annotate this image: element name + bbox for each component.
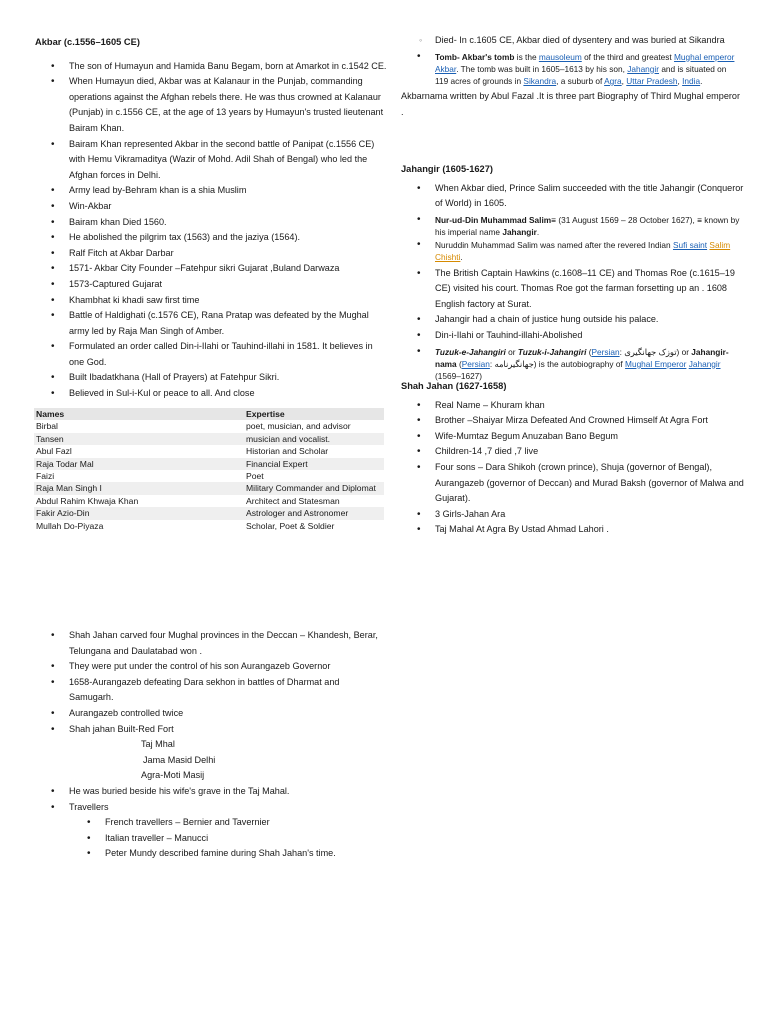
table-cell: Financial Expert bbox=[244, 458, 384, 470]
shahjahan-continued-points bbox=[35, 628, 380, 737]
list-item: • Four sons – Dara Shikoh (crown prince), Shuja (governor of Bengal), Aurangazeb (governor of Deccan) and Murad Baksh (governor of Malwa and Gujarat). bbox=[401, 460, 746, 507]
sufi-saint-link[interactable]: Sufi saint bbox=[672, 240, 708, 251]
uttar-pradesh-link[interactable]: Uttar Pradesh bbox=[626, 76, 678, 86]
text-run: : جهانگیرنامه) is the autobiography of bbox=[489, 358, 626, 369]
text-run: . bbox=[700, 76, 703, 86]
mughal-emperor-link[interactable]: Mughal Emperor bbox=[625, 358, 687, 369]
table-cell: Poet bbox=[246, 471, 264, 482]
list-item: • Ralf Fitch at Akbar Darbar bbox=[35, 246, 390, 262]
table-header-names: Names bbox=[34, 408, 244, 420]
shahjahan-continued-points-2 bbox=[35, 784, 380, 862]
table-cell: poet, musician, and advisor bbox=[246, 421, 351, 432]
text-run: . The tomb was built in 1605–1613 by his son, bbox=[456, 63, 628, 74]
list-item: • Jahangir had a chain of justice hung outside his palace. bbox=[401, 312, 746, 328]
text-run: , bbox=[677, 76, 683, 86]
list-item: • Khambhat ki khadi saw first time bbox=[35, 293, 390, 309]
text-run: , a suburb of bbox=[556, 76, 605, 86]
table-row bbox=[34, 420, 384, 432]
jahangir-link[interactable]: Jahangir bbox=[688, 358, 721, 369]
jahangir-link[interactable]: Jahangir bbox=[627, 63, 660, 74]
sikandra-link[interactable]: Sikandra bbox=[523, 76, 557, 86]
text-bold-italic: Tuzuk-i-Jahangiri bbox=[517, 346, 587, 357]
list-item: • Travellers bbox=[35, 800, 380, 816]
akbar-continued-section bbox=[401, 33, 741, 120]
text-run: or bbox=[505, 346, 518, 357]
table-row bbox=[34, 495, 384, 507]
table-cell: Raja Todar Mal bbox=[34, 458, 244, 470]
text-bold: Jahangir-nama bbox=[435, 346, 729, 369]
list-item: • He was buried beside his wife's grave in the Taj Mahal. bbox=[35, 784, 380, 800]
table-cell: Tansen bbox=[34, 433, 244, 445]
text-run: of the third and greatest bbox=[581, 51, 675, 62]
list-item: • Taj Mahal At Agra By Ustad Ahmad Lahori . bbox=[401, 522, 746, 538]
table-header-row bbox=[34, 408, 384, 420]
list-item: • When Akbar died, Prince Salim succeeded with the title Jahangir (Conqueror of World) in 1605. bbox=[401, 181, 746, 212]
list-item: • 1658-Aurangazeb defeating Dara sekhon in battles of Dharmat and Samugarh. bbox=[35, 675, 380, 706]
shahjahan-section bbox=[401, 379, 746, 538]
table-cell: Military Commander and Diplomat bbox=[244, 482, 384, 494]
agra-link[interactable]: Agra bbox=[604, 76, 622, 86]
table-cell: Birbal bbox=[36, 421, 58, 432]
shahjahan-points bbox=[401, 398, 746, 538]
traveller-item: • French travellers – Bernier and Tavernier bbox=[35, 815, 380, 831]
akbarnama-paragraph: Akbarnama written by Abul Fazal .It is three part Biography of Third Mughal emperor . bbox=[401, 91, 740, 117]
table-cell: Faizi bbox=[36, 471, 55, 482]
akbar-section bbox=[35, 35, 390, 402]
list-item: • Children-14 ,7 died ,7 live bbox=[401, 444, 746, 460]
list-item: • Believed in Sul-i-Kul or peace to all. And close bbox=[35, 386, 390, 402]
table-row bbox=[34, 507, 384, 519]
list-item: • Formulated an order called Din-i-Ilahi or Tauhind-illahi in 1581. It believes in one God. bbox=[35, 339, 390, 370]
text-run: is the bbox=[514, 51, 539, 62]
list-item: • Built Ibadatkhana (Hall of Prayers) at Fatehpur Sikri. bbox=[35, 370, 390, 386]
table-cell: Abdul Rahim Khwaja Khan bbox=[36, 495, 139, 506]
list-item-named-after bbox=[401, 239, 746, 263]
table-cell: Historian and Scholar bbox=[246, 446, 329, 457]
list-item: • Real Name – Khuram khan bbox=[401, 398, 746, 414]
text-bold: Jahangir bbox=[502, 226, 537, 237]
list-item: • When Humayun died, Akbar was at Kalanaur in the Punjab, commanding operations against the Afghan rebels there. He was thus crowned at Kalanaur (Punjab) in c.1556 CE, at the age of 13 years by Humayun's trusted lieutenant Bairam Khan. bbox=[35, 74, 390, 136]
list-item: • Army lead by-Behram khan is a shia Muslim bbox=[35, 183, 390, 199]
table-row bbox=[34, 482, 384, 494]
built-item: Agra-Moti Masij bbox=[141, 770, 205, 781]
table-cell: Mullah Do-Piyaza bbox=[36, 520, 104, 531]
text-run: Nuruddin Muhammad Salim was named after the revered Indian bbox=[435, 240, 673, 251]
table-cell: Astrologer and Astronomer bbox=[244, 507, 384, 519]
text-run: . bbox=[536, 226, 540, 237]
list-item: • Battle of Haldighati (c.1576 CE), Rana Pratap was defeated by the Mughal army led by Raja Man Singh of Amber. bbox=[35, 308, 390, 339]
traveller-item: • Peter Mundy described famine during Shah Jahan's time. bbox=[35, 846, 380, 862]
text-bold: Nur-ud-Din Muhammad Salim bbox=[435, 214, 552, 225]
list-item: • Shah jahan Built-Red Fort bbox=[35, 722, 380, 738]
table-cell: Scholar, Poet & Soldier bbox=[246, 520, 335, 531]
list-item: • Aurangazeb controlled twice bbox=[35, 706, 380, 722]
list-item-tuzuk bbox=[401, 346, 746, 383]
table-row bbox=[34, 458, 384, 470]
tomb-label: Tomb- Akbar's tomb bbox=[435, 51, 515, 62]
jahangir-section bbox=[401, 162, 746, 382]
list-item: • 1571- Akbar City Founder –Fatehpur sikri Gujarat ,Buland Darwaza bbox=[35, 261, 390, 277]
table-cell: musician and vocalist. bbox=[244, 433, 384, 445]
table-row bbox=[34, 445, 384, 457]
list-item: • 3 Girls-Jahan Ara bbox=[401, 507, 746, 523]
mughal-emperor-link[interactable]: Mughal emperor bbox=[674, 51, 735, 62]
table-cell: Fakir Azio-Din bbox=[34, 507, 244, 519]
list-item-died: ◦ Died- In c.1605 CE, Akbar died of dysentery and was buried at Sikandra bbox=[401, 33, 741, 49]
expertise-table bbox=[34, 408, 384, 532]
traveller-item: • Italian traveller – Manucci bbox=[35, 831, 380, 847]
list-item: • The British Captain Hawkins (c.1608–11 CE) and Thomas Roe (c.1615–19 CE) visited his court. Thomas Roe got the farman forsetting up an . 1608 English factory at Surat. bbox=[401, 266, 746, 313]
list-item: • Bairam khan Died 1560. bbox=[35, 215, 390, 231]
table-cell: Raja Man Singh I bbox=[34, 482, 244, 494]
mausoleum-link[interactable]: mausoleum bbox=[538, 51, 582, 62]
jahangir-heading: Jahangir (1605-1627) bbox=[401, 164, 493, 174]
shahjahan-heading: Shah Jahan (1627-1658) bbox=[401, 381, 507, 391]
table-header-expertise: Expertise bbox=[244, 408, 384, 420]
list-item: • Brother –Shaiyar Mirza Defeated And Crowned Himself At Agra Fort bbox=[401, 413, 746, 429]
table-row bbox=[34, 470, 384, 482]
list-item: • He abolished the pilgrim tax (1563) and the jaziya (1564). bbox=[35, 230, 390, 246]
list-item: • 1573-Captured Gujarat bbox=[35, 277, 390, 293]
persian-link[interactable]: Persian bbox=[591, 346, 620, 357]
list-item: • Bairam Khan represented Akbar in the second battle of Panipat (c.1556 CE) with Hemu Vikramaditya (Wazir of Mohd. Adil Shah of Bengal) who led the Afghan forces in Delhi. bbox=[35, 137, 390, 184]
shahjahan-continued-section bbox=[35, 628, 380, 862]
table-row bbox=[34, 520, 384, 532]
table-cell: Abul Fazl bbox=[36, 446, 72, 457]
list-item: • Win-Akbar bbox=[35, 199, 390, 215]
text-run: (1569–1627) bbox=[435, 370, 483, 381]
text-run: ( bbox=[456, 358, 462, 369]
table-row bbox=[34, 433, 384, 445]
list-item-nur-ud-din bbox=[401, 214, 746, 238]
india-link[interactable]: India bbox=[682, 76, 701, 86]
text-run: : توزک جهانگیری) or bbox=[619, 346, 692, 357]
list-item: • Din-i-Ilahi or Tauhind-illahi-Abolished bbox=[401, 328, 746, 344]
text-run: ≡ (31 August 1569 – 28 October 1627), ≡ known by his imperial name bbox=[435, 214, 740, 237]
text-run: , bbox=[621, 76, 627, 86]
akbar-link[interactable]: Akbar bbox=[435, 63, 457, 74]
built-item: Jama Masid Delhi bbox=[143, 754, 216, 765]
text-run: . bbox=[460, 252, 463, 263]
text-run: ( bbox=[586, 346, 592, 357]
list-item: • They were put under the control of his son Aurangazeb Governor bbox=[35, 659, 380, 675]
built-item: Taj Mhal bbox=[141, 739, 175, 750]
text-run: and is situated on 119 acres of grounds in bbox=[435, 63, 727, 86]
akbar-continued-points bbox=[401, 33, 741, 87]
akbar-points bbox=[35, 59, 390, 402]
table-cell: Architect and Statesman bbox=[246, 495, 340, 506]
list-item-tomb bbox=[401, 51, 741, 88]
list-item: • The son of Humayun and Hamida Banu Begam, born at Amarkot in c.1542 CE. bbox=[35, 59, 390, 75]
text-bold-italic: Tuzuk-e-Jahangiri bbox=[435, 346, 506, 357]
persian-link[interactable]: Persian bbox=[461, 358, 490, 369]
salim-chishti-link[interactable]: Salim Chishti bbox=[435, 240, 731, 263]
list-item: • Wife-Mumtaz Begum Anuzaban Bano Begum bbox=[401, 429, 746, 445]
akbar-heading: Akbar (c.1556–1605 CE) bbox=[35, 37, 140, 47]
expertise-table-wrap bbox=[34, 408, 384, 532]
jahangir-points bbox=[401, 181, 746, 383]
list-item: • Shah Jahan carved four Mughal provinces in the Deccan – Khandesh, Berar, Telungana and Daulatabad won . bbox=[35, 628, 380, 659]
